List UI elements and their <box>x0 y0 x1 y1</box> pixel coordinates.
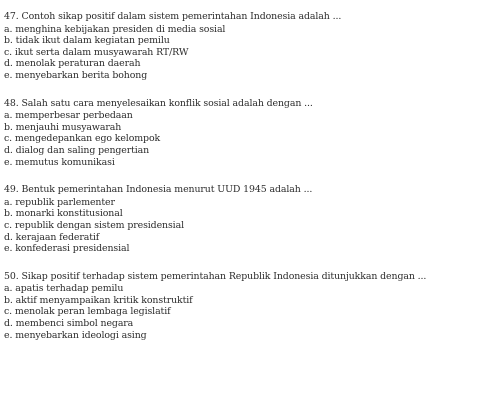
question-text: 48. Salah satu cara menyelesaikan konflik sosial adalah dengan ... <box>4 97 313 109</box>
question-47 <box>4 11 480 82</box>
option-d: d. kerajaan federatif <box>4 231 100 243</box>
option-c: c. ikut serta dalam musyawarah RT/RW <box>4 46 189 58</box>
option-d: d. menolak peraturan daerah <box>4 58 141 70</box>
option-a: a. republik parlementer <box>4 196 115 208</box>
question-text: 50. Sikap positif terhadap sistem pemerintahan Republik Indonesia ditunjukkan dengan ... <box>4 270 427 282</box>
question-50 <box>4 271 480 342</box>
option-c: c. mengedepankan ego kelompok <box>4 133 161 145</box>
option-e: e. menyebarkan ideologi asing <box>4 329 147 341</box>
question-49 <box>4 184 480 255</box>
option-b: b. aktif menyampaikan kritik konstruktif <box>4 294 193 306</box>
question-list <box>4 11 480 357</box>
option-b: b. monarki konstitusional <box>4 208 123 220</box>
question-text: 47. Contoh sikap positif dalam sistem pemerintahan Indonesia adalah ... <box>4 11 342 22</box>
option-d: d. membenci simbol negara <box>4 318 134 330</box>
option-a: a. menghina kebijakan presiden di media sosial <box>4 23 226 35</box>
option-e: e. menyebarkan berita bohong <box>4 69 148 81</box>
option-e: e. konfederasi presidensial <box>4 243 130 255</box>
option-d: d. dialog dan saling pengertian <box>4 144 150 156</box>
option-c: c. republik dengan sistem presidensial <box>4 219 184 231</box>
option-c: c. menolak peran lembaga legislatif <box>4 306 171 318</box>
question-48 <box>4 98 480 169</box>
question-text: 49. Bentuk pemerintahan Indonesia menurut UUD 1945 adalah ... <box>4 184 313 196</box>
option-e: e. memutus komunikasi <box>4 156 115 168</box>
option-b: b. menjauhi musyawarah <box>4 121 122 133</box>
option-b: b. tidak ikut dalam kegiatan pemilu <box>4 35 170 47</box>
option-a: a. apatis terhadap pemilu <box>4 283 124 295</box>
option-a: a. memperbesar perbedaan <box>4 110 133 122</box>
